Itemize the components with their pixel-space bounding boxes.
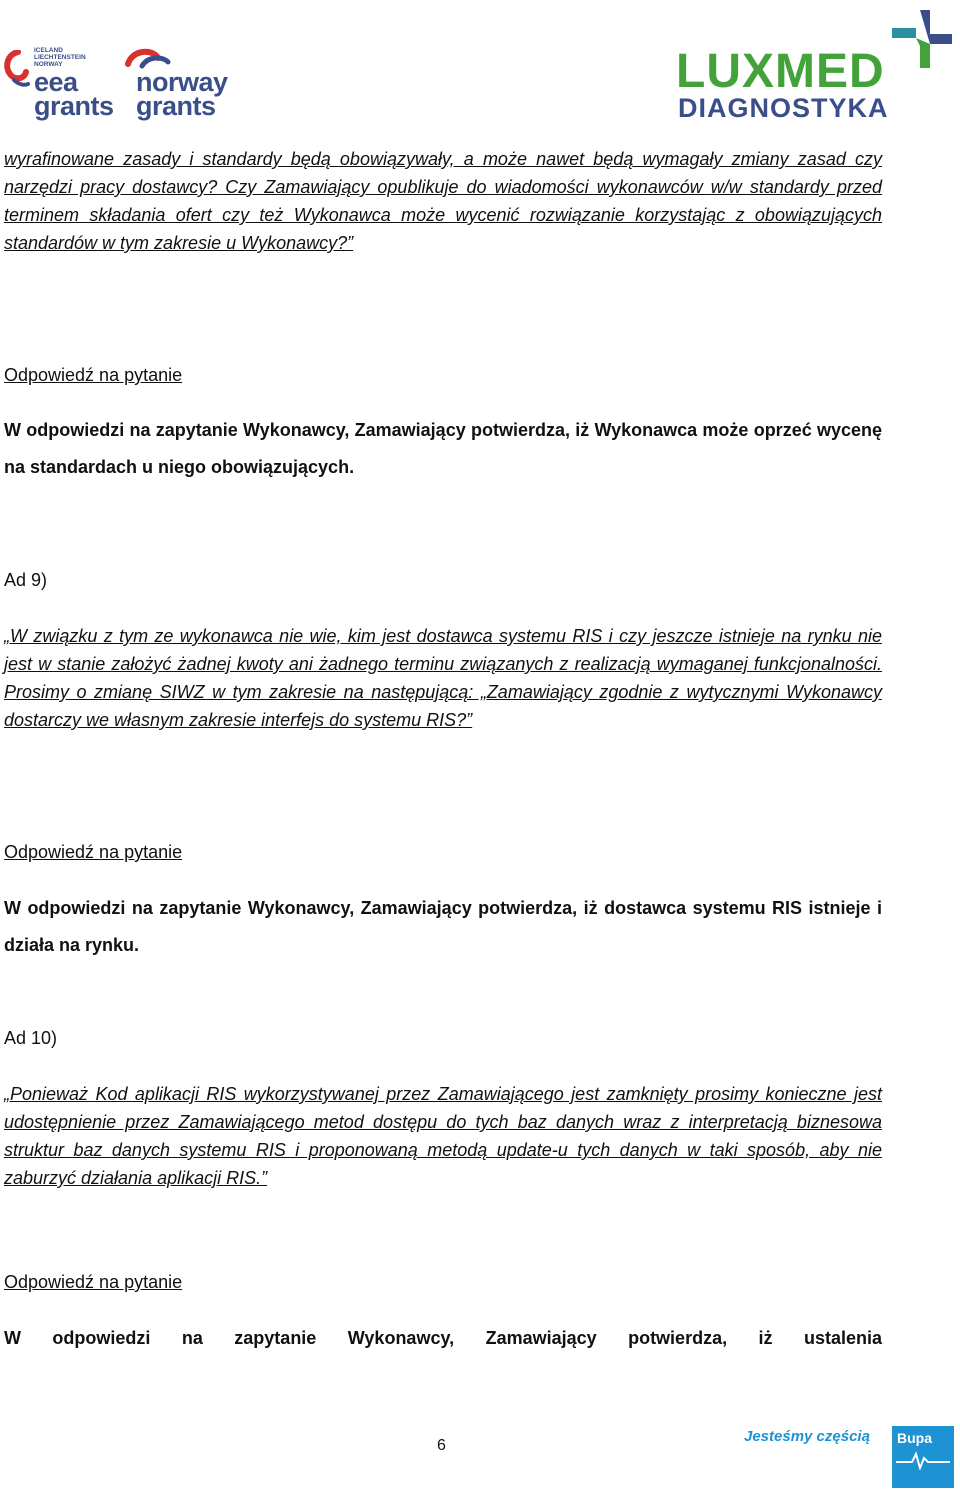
heartbeat-icon xyxy=(896,1450,950,1470)
bupa-logo xyxy=(892,1426,954,1488)
eea-swirl-icon xyxy=(4,50,32,90)
answer-8-text: W odpowiedzi na zapytanie Wykonawcy, Zamawiający potwierdza, iż Wykonawca może oprzeć wycenę na standardach u niego obowiązujących. xyxy=(4,420,882,477)
answer-9-text: W odpowiedzi na zapytanie Wykonawcy, Zamawiający potwierdza, iż dostawca systemu RIS istnieje i działa na rynku. xyxy=(4,898,882,955)
eea-grants-word: grants xyxy=(34,91,114,121)
norway-grants-word: grants xyxy=(136,91,216,121)
luxmed-word: LUXMED xyxy=(676,45,885,98)
answer-10-text: W odpowiedzi na zapytanie Wykonawcy, Zamawiający potwierdza, iż ustalenia xyxy=(4,1328,882,1348)
norway-word: norway xyxy=(136,67,228,97)
norway-grants-logo xyxy=(124,44,242,122)
question-8-quote: wyrafinowane zasady i standardy będą obowiązywały, a może nawet będą wymagały zmiany zasad czy narzędzi pracy dostawcy? Czy Zamawiający opublikuje do wiadomości wykonawców w/w standardy przed terminem składania ofert czy też Wykonawca może wycenić rozwiązanie korzystając z obowiązujących standardów w tym zakresie u Wykonawcy?” xyxy=(4,149,882,253)
eea-country-list: ICELAND LIECHTENSTEIN NORWAY xyxy=(34,47,86,68)
question-10-quote: „Ponieważ Kod aplikacji RIS wykorzystywanej przez Zamawiającego jest zamknięty prosimy konieczne jest udostępnienie przez Zamawiającego metod dostępu do tych baz danych wraz z interpretacją biznesowa struktur baz danych systemu RIS i proponowaną metodą update-u tych danych w taki sposób, aby nie zaburzyć działania aplikacji RIS.” xyxy=(4,1084,882,1188)
luxmed-bird-icon xyxy=(890,6,956,76)
bupa-tagline: Jesteśmy częścią xyxy=(744,1428,870,1445)
eea-word: eea xyxy=(34,67,78,97)
answer-heading-10: Odpowiedź na pytanie xyxy=(4,1272,183,1292)
answer-heading-9: Odpowiedź na pytanie xyxy=(4,842,183,862)
question-9-quote: „W związku z tym ze wykonawca nie wie, kim jest dostawca systemu RIS i czy jeszcze istnieje na rynku nie jest w stanie założyć żadnej kwoty ani żadnego terminu związanych z realizacją wymaganej funkcjonalności. Prosimy o zmianę SIWZ w tym zakresie na następującą: „Zamawiający zgodnie z wytycznymi Wykonawcy dostarczy we własnym zakresie interfejs do systemu RIS?” xyxy=(4,626,882,730)
luxmed-diagnostyka-logo xyxy=(676,45,956,123)
section-ad-10: Ad 10) xyxy=(4,1028,58,1048)
eea-grants-logo xyxy=(4,44,122,122)
answer-heading-8: Odpowiedź na pytanie xyxy=(4,365,183,385)
section-ad-9: Ad 9) xyxy=(4,570,48,590)
diagnostyka-word: DIAGNOSTYKA xyxy=(678,93,889,123)
page-number: 6 xyxy=(437,1437,446,1454)
bupa-word: Bupa xyxy=(897,1430,932,1446)
